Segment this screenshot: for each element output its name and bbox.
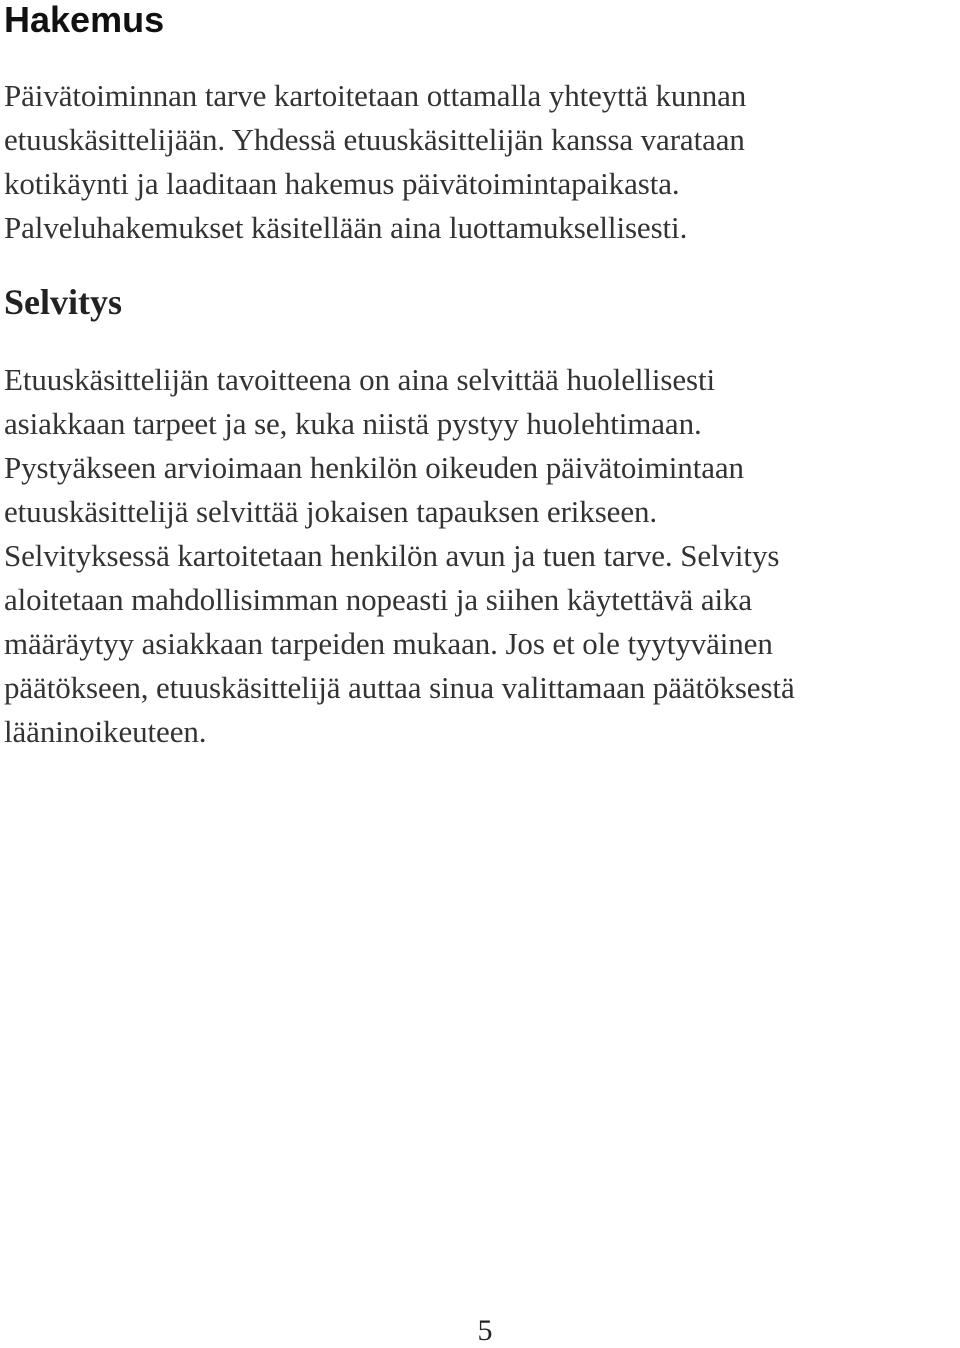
paragraph-line: Palveluhakemukset käsitellään aina luottamuksellisesti. bbox=[4, 210, 688, 245]
paragraph-hakemus bbox=[4, 74, 954, 250]
heading-selvitys: Selvitys bbox=[4, 282, 123, 322]
paragraph-line: etuuskäsittelijä selvittää jokaisen tapauksen erikseen. bbox=[4, 494, 658, 529]
document-page bbox=[4, 0, 954, 754]
heading-hakemus: Hakemus bbox=[4, 0, 165, 40]
paragraph-line: aloitetaan mahdollisimman nopeasti ja siihen käytettävä aika bbox=[4, 582, 753, 617]
paragraph-line: Pystyäkseen arvioimaan henkilön oikeuden päivätoimintaan bbox=[4, 450, 744, 485]
paragraph-line: päätökseen, etuuskäsittelijä auttaa sinua valittamaan päätöksestä bbox=[4, 670, 795, 705]
paragraph-line: Päivätoiminnan tarve kartoitetaan ottamalla yhteyttä kunnan bbox=[4, 78, 747, 113]
paragraph-line: Etuuskäsittelijän tavoitteena on aina selvittää huolellisesti bbox=[4, 362, 716, 397]
paragraph-line: asiakkaan tarpeet ja se, kuka niistä pystyy huolehtimaan. bbox=[4, 406, 702, 441]
paragraph-line: lääninoikeuteen. bbox=[4, 714, 207, 749]
page-number: 5 bbox=[477, 1314, 493, 1347]
paragraph-line: määräytyy asiakkaan tarpeiden mukaan. Jos et ole tyytyväinen bbox=[4, 626, 773, 661]
paragraph-line: kotikäynti ja laaditaan hakemus päivätoimintapaikasta. bbox=[4, 166, 680, 201]
paragraph-line: etuuskäsittelijään. Yhdessä etuuskäsittelijän kanssa varataan bbox=[4, 122, 745, 157]
paragraph-line: Selvityksessä kartoitetaan henkilön avun ja tuen tarve. Selvitys bbox=[4, 538, 780, 573]
paragraph-selvitys bbox=[4, 358, 954, 754]
